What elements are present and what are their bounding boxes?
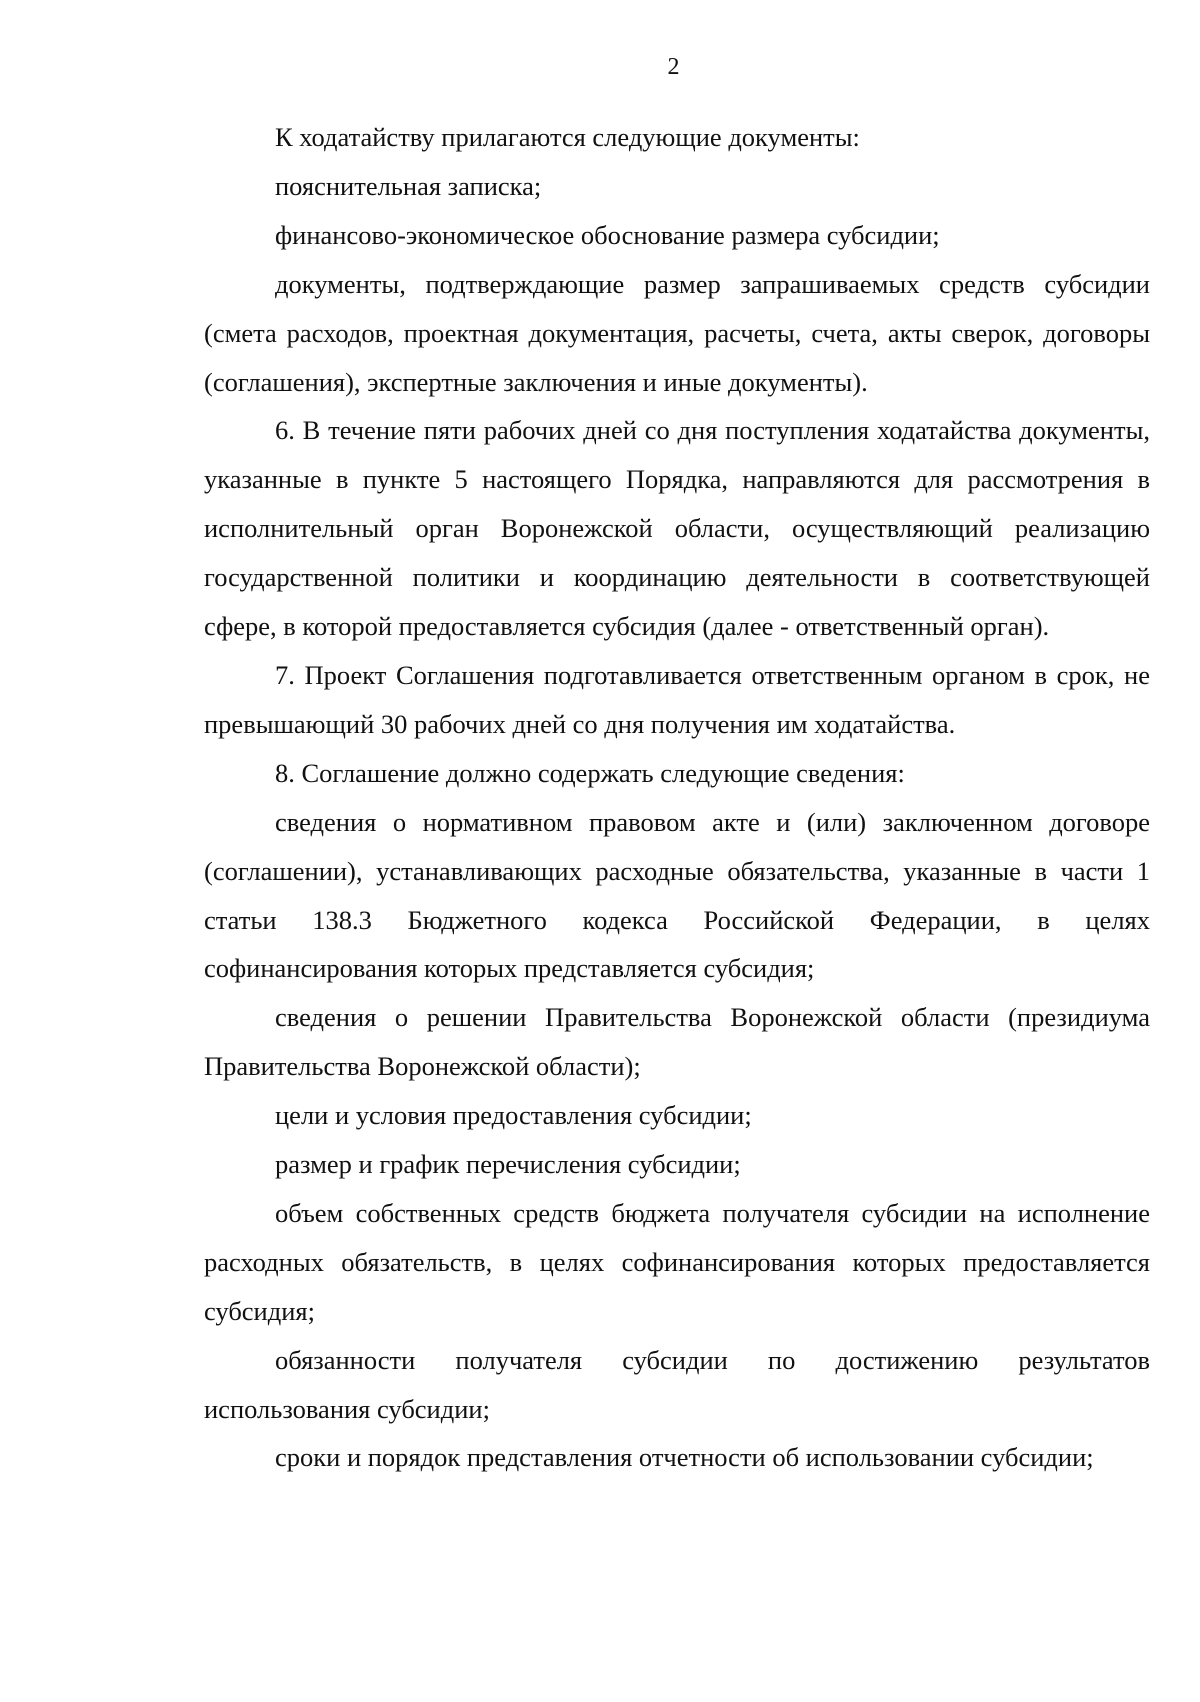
paragraph-size-schedule: размер и график перечисления субсидии; — [275, 1149, 741, 1180]
paragraph-financial-justification: финансово-экономическое обоснование размера субсидии; — [275, 219, 940, 250]
paragraph-clause-8: 8. Соглашение должно содержать следующие сведения: — [275, 757, 905, 788]
paragraph-explanatory-note: пояснительная записка; — [275, 170, 542, 201]
page-number: 2 — [667, 54, 680, 80]
paragraph-legal-act-info: сведения о нормативном правовом акте и (или) заключенном договоре (соглашении), устанавливающих расходные обязательства, указанные в части 1 статьи 138.3 Бюджетного кодекса Российской Федерации, в целях софинансирования которых представляется субсидия; — [204, 806, 1150, 984]
paragraph-own-funds: объем собственных средств бюджета получателя субсидии на исполнение расходных обязательств, в целях софинансирования которых предоставляется субсидия; — [204, 1197, 1150, 1326]
document-body — [204, 113, 1150, 1482]
paragraph-goals-conditions: цели и условия предоставления субсидии; — [275, 1100, 752, 1131]
paragraph-supporting-documents: документы, подтверждающие размер запрашиваемых средств субсидии (смета расходов, проектная документация, расчеты, счета, акты сверок, договоры (соглашения), экспертные заключения и иные документы). — [204, 268, 1150, 397]
paragraph-attachments-intro: К ходатайству прилагаются следующие документы: — [275, 122, 860, 152]
paragraph-clause-7: 7. Проект Соглашения подготавливается ответственным органом в срок, не превышающий 30 рабочих дней со дня получения им ходатайства. — [204, 659, 1150, 739]
paragraph-government-decision: сведения о решении Правительства Воронежской области (президиума Правительства Воронежской области); — [204, 1002, 1150, 1082]
paragraph-recipient-obligations: обязанности получателя субсидии по достижению результатов использования субсидии; — [204, 1344, 1150, 1424]
paragraph-clause-6: 6. В течение пяти рабочих дней со дня поступления ходатайства документы, указанные в пункте 5 настоящего Порядка, направляются для рассмотрения в исполнительный орган Воронежской области, осуществляющий реализацию государственной политики и координацию деятельности в соответствующей сфере, в которой предоставляется субсидия (далее - ответственный орган). — [204, 415, 1150, 642]
paragraph-reporting: сроки и порядок представления отчетности об использовании субсидии; — [275, 1442, 1094, 1473]
